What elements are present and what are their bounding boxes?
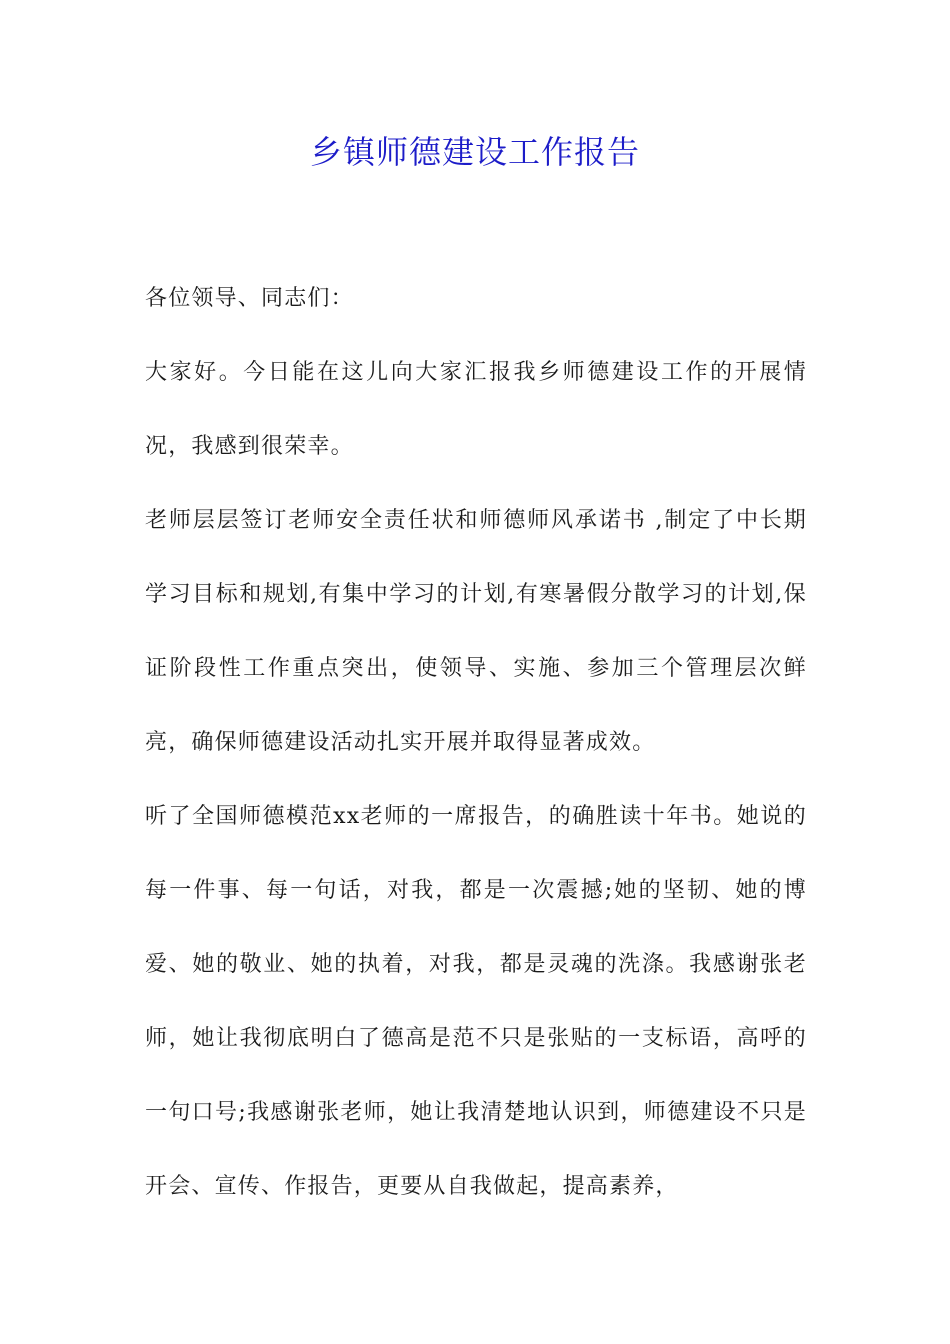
paragraph-measures: 老师层层签订老师安全责任状和师德师风承诺书 ,制定了中长期学习目标和规划,有集中学习的计划,有寒暑假分散学习的计划,保证阶段性工作重点突出，使领导、实施、参加三个管理层次鲜亮，确保师德建设活动扎实开展并取得显著成效。 [145,508,807,755]
document-title: 乡镇师德建设工作报告 [309,133,640,171]
paragraph-reflection: 听了全国师德模范xx老师的一席报告，的确胜读十年书。她说的每一件事、每一句话，对我，都是一次震撼;她的坚韧、她的博爱、她的敬业、她的执着，对我，都是灵魂的洗涤。我感谢张老师，她让我彻底明白了德高是范不只是张贴的一支标语，高呼的一句口号;我感谢张老师，她让我清楚地认识到，师德建设不只是开会、宣传、作报告，更要从自我做起，提高素养， [145,804,807,1199]
paragraph-greeting: 各位领导、同志们： [145,286,354,311]
document-body [145,262,807,1224]
paragraph-opening: 大家好。今日能在这儿向大家汇报我乡师德建设工作的开展情况，我感到很荣幸。 [145,360,807,459]
